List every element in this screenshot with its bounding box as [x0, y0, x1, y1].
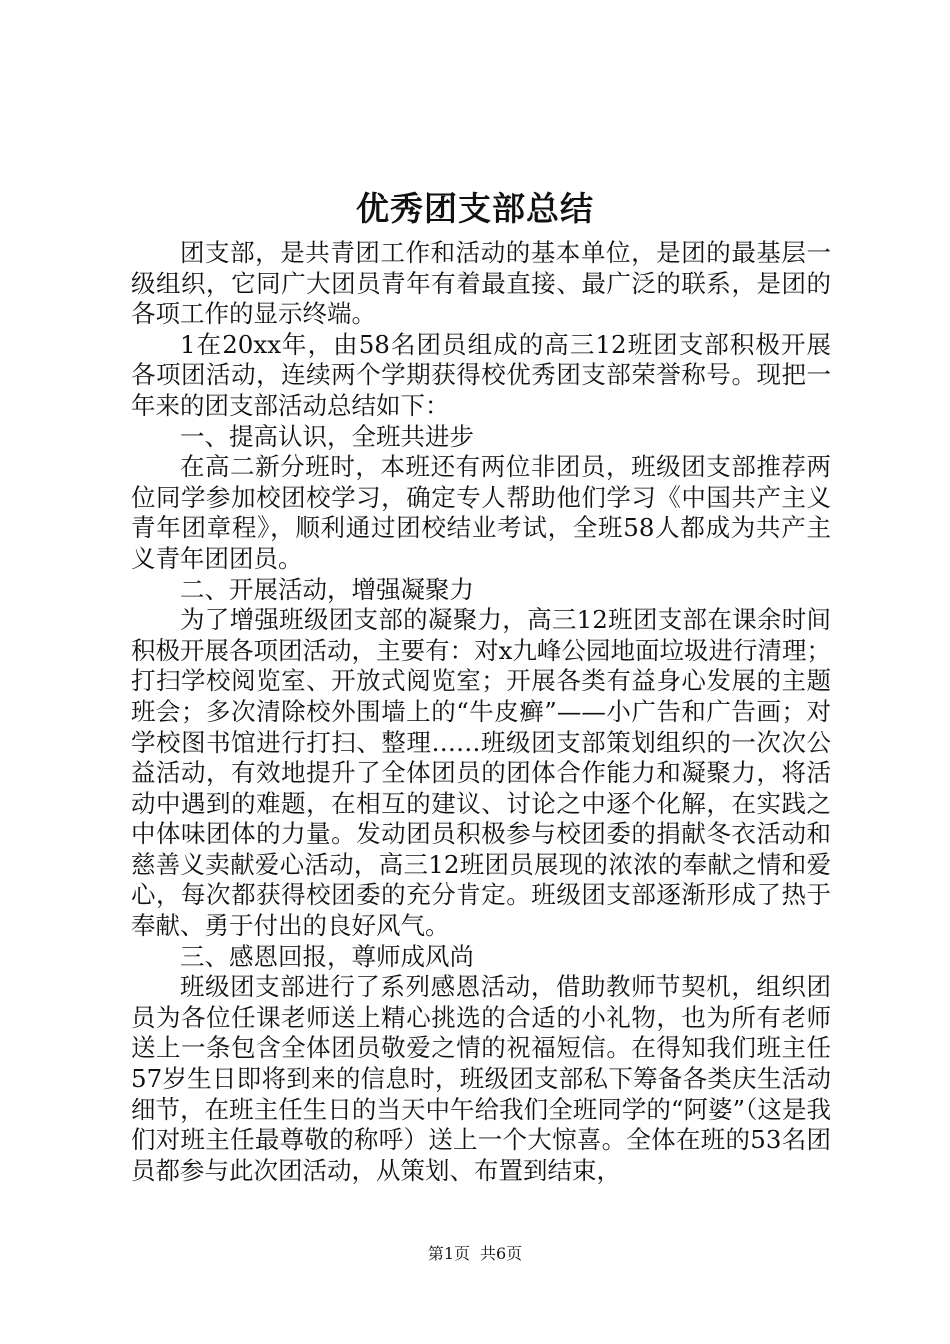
paragraph-section-3: 班级团支部进行了系列感恩活动，借助教师节契机，组织团员为各位任课老师送上精心挑选的合适的小礼物，也为所有老师送上一条包含全体团员敬爱之情的祝福短信。在得知我们班主任57岁生日即将到来的信息时，班级团支部私下筹备各类庆生活动细节，在班主任生日的当天中午给我们全班同学的“阿婆”（这是我们对班主任最尊敬的称呼）送上一个大惊喜。全体在班的53名团员都参与此次团活动，从策划、布置到结束， [131, 972, 831, 1185]
page-number: 第1页 [427, 1244, 470, 1263]
paragraph-section-1: 在高二新分班时，本班还有两位非团员，班级团支部推荐两位同学参加校团校学习，确定专人帮助他们学习《中国共产主义青年团章程》，顺利通过团校结业考试，全班58人都成为共产主义青年团团员。 [131, 452, 831, 573]
page-footer [0, 1242, 950, 1266]
section-heading-2: 二、开展活动，增强凝聚力 [180, 574, 474, 604]
paragraph-section-2: 为了增强班级团支部的凝聚力，高三12班团支部在课余时间积极开展各项团活动，主要有：对x九峰公园地面垃圾进行清理；打扫学校阅览室、开放式阅览室；开展各类有益身心发展的主题班会；多次清除校外围墙上的“牛皮癣”——小广告和广告画；对学校图书馆进行打扫、整理……班级团支部策划组织的一次次公益活动，有效地提升了全体团员的团体合作能力和凝聚力，将活动中遇到的难题，在相互的建议、讨论之中逐个化解，在实践之中体味团体的力量。发动团员积极参与校团委的捐献冬衣活动和慈善义卖献爱心活动，高三12班团员展现的浓浓的奉献之情和爱心，每次都获得校团委的充分肯定。班级团支部逐渐形成了热于奉献、勇于付出的良好风气。 [131, 605, 831, 941]
paragraph-intro: 团支部，是共青团工作和活动的基本单位，是团的最基层一级组织，它同广大团员青年有着最直接、最广泛的联系，是团的各项工作的显示终端。 [131, 238, 831, 329]
paragraph-overview: 1在20xx年，由58名团员组成的高三12班团支部积极开展各项团活动，连续两个学期获得校优秀团支部荣誉称号。现把一年来的团支部活动总结如下： [131, 329, 831, 420]
section-heading-3: 三、感恩回报，尊师成风尚 [180, 941, 474, 971]
section-heading-1: 一、提高认识，全班共进步 [180, 421, 474, 451]
document-title: 优秀团支部总结 [356, 189, 594, 228]
page-total: 共6页 [480, 1244, 523, 1263]
document-body [131, 238, 831, 1186]
